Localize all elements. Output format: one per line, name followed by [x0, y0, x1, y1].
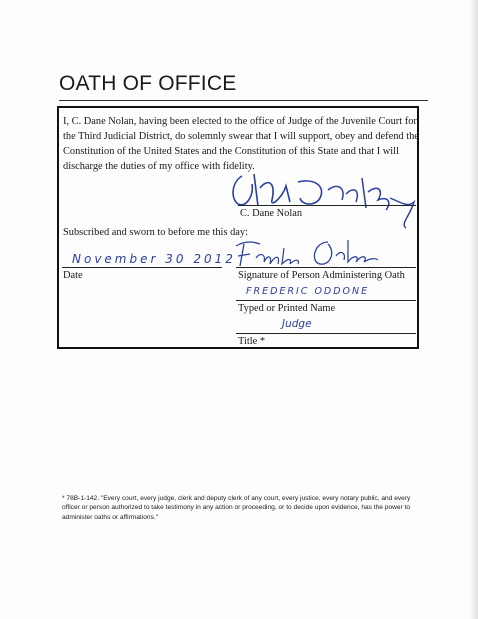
title-underline: [59, 100, 428, 101]
date-handwritten: November 30 2012: [72, 252, 236, 266]
printed-name-label: Typed or Printed Name: [238, 303, 336, 314]
title-handwritten: Judge: [282, 318, 312, 330]
document-title: OATH OF OFFICE: [59, 72, 237, 95]
date-label: Date: [63, 270, 83, 281]
statute-footnote: * 78B-1-142. "Every court, every judge, clerk and deputy clerk of any court, every justice, every notary public, and every officer or person authorized to take testimony in any action or proceeding, or to decide upon evidence, has the power to administer oaths or affirmations.": [62, 495, 411, 521]
title-label: Title *: [238, 336, 266, 347]
affiant-name: C. Dane Nolan: [240, 208, 303, 219]
subscribed-statement: Subscribed and sworn to before me this day:: [63, 227, 248, 238]
administrator-signature-label: Signature of Person Administering Oath: [238, 270, 405, 281]
printed-name-handwritten: FREDERIC ODDONE: [246, 286, 370, 297]
oath-statement: I, C. Dane Nolan, having been elected to the office of Judge of the Juvenile Court for the Third Judicial District, do solemnly swear that I will support, obey and defend the Constitution of the United States and the Constitution of this State and that I will discharge the duties of my office with fidelity.: [63, 116, 419, 172]
administrator-signature: [232, 236, 382, 270]
page-edge-shadow: [470, 0, 478, 619]
date-line: [62, 267, 222, 268]
